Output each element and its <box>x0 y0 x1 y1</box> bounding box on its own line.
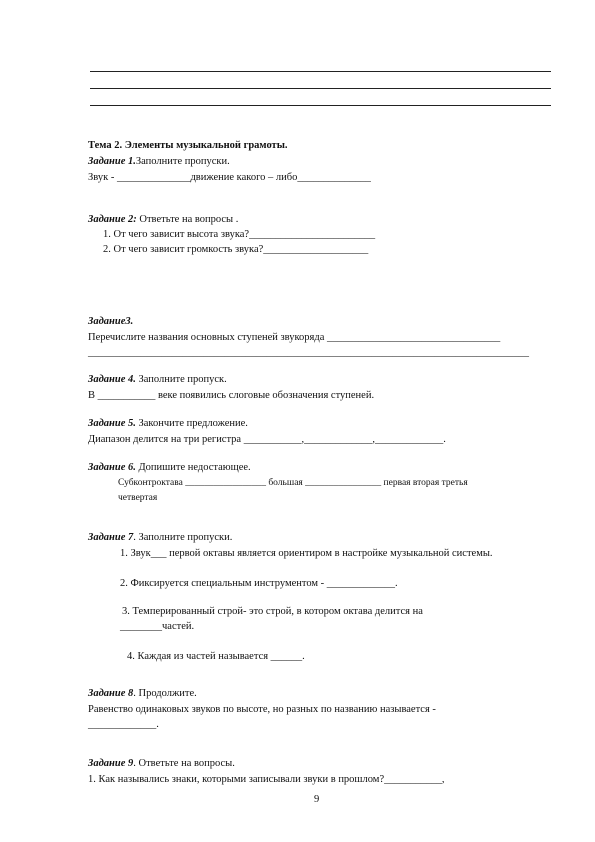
task-4 <box>88 373 227 386</box>
answer-line-1 <box>90 71 551 72</box>
task-3-line: ____________________________________________________________________________________ <box>88 347 529 358</box>
task-6-text: Допишите недостающее. <box>135 462 251 473</box>
task-7 <box>88 531 232 544</box>
task-5-label: Задание 5. <box>88 418 136 429</box>
task-2 <box>88 213 238 226</box>
task-5-text: Закончите предложение. <box>135 418 248 429</box>
task-9-text: . Ответьте на вопросы. <box>133 758 235 769</box>
task-7-item-4: 4. Каждая из частей называется ______. <box>127 651 305 662</box>
task-7-item-3-cont: ________частей. <box>120 621 195 632</box>
task-9-label: Задание 9 <box>88 758 134 769</box>
task-6-line-2: четвертая <box>118 493 158 503</box>
task-3-label: Задание3. <box>88 316 134 327</box>
task-1-label: Задание 1. <box>88 156 136 167</box>
task-7-text: . Заполните пропуски. <box>133 532 233 543</box>
answer-line-3 <box>90 105 551 106</box>
task-7-item-2: 2. Фиксируется специальным инструментом - _____________. <box>120 578 398 589</box>
task-8 <box>88 687 197 700</box>
task-7-label: Задание 7 <box>88 532 134 543</box>
task-4-text: Заполните пропуск. <box>135 374 227 385</box>
task-1 <box>88 155 230 168</box>
task-1-text: Заполните пропуски. <box>135 156 230 167</box>
task-9 <box>88 757 235 770</box>
task-4-label: Задание 4. <box>88 374 136 385</box>
task-2-label: Задание 2: <box>88 214 137 225</box>
task-7-item-3: 3. Темперированный строй- это строй, в котором октава делится на <box>122 606 423 617</box>
task-8-line-1: Равенство одинаковых звуков по высоте, но разных по названию называется - <box>88 704 436 715</box>
task-3-text: Перечислите названия основных ступеней звукоряда _________________________________ <box>88 332 501 343</box>
task-1-line: Звук - ______________движение какого – либо______________ <box>88 172 371 183</box>
task-8-text: . Продолжите. <box>133 688 197 699</box>
section-title: Тема 2. Элементы музыкальной грамоты. <box>88 140 288 151</box>
task-5-line: Диапазон делится на три регистра ___________,_____________,_____________. <box>88 434 446 445</box>
task-8-label: Задание 8 <box>88 688 134 699</box>
task-8-line-2: _____________. <box>88 719 159 730</box>
page-number: 9 <box>314 794 320 805</box>
task-6 <box>88 461 251 474</box>
task-2-question-2: 2. От чего зависит громкость звука?____________________ <box>103 244 369 255</box>
task-5 <box>88 417 248 430</box>
task-6-label: Задание 6. <box>88 462 136 473</box>
task-9-line: 1. Как назывались знаки, которыми записывали звуки в прошлом?___________, <box>88 774 445 785</box>
task-2-question-1: 1. От чего зависит высота звука?________________________ <box>103 229 376 240</box>
task-6-line-1: Субконтроктава _________________ большая ________________ первая вторая третья <box>118 478 468 488</box>
task-7-item-1: 1. Звук___ первой октавы является ориентиром в настройке музыкальной системы. <box>120 548 493 559</box>
answer-line-2 <box>90 88 551 89</box>
task-4-line: В ___________ веке появились слоговые обозначения ступеней. <box>88 390 375 401</box>
task-2-text: Ответьте на вопросы . <box>136 214 239 225</box>
